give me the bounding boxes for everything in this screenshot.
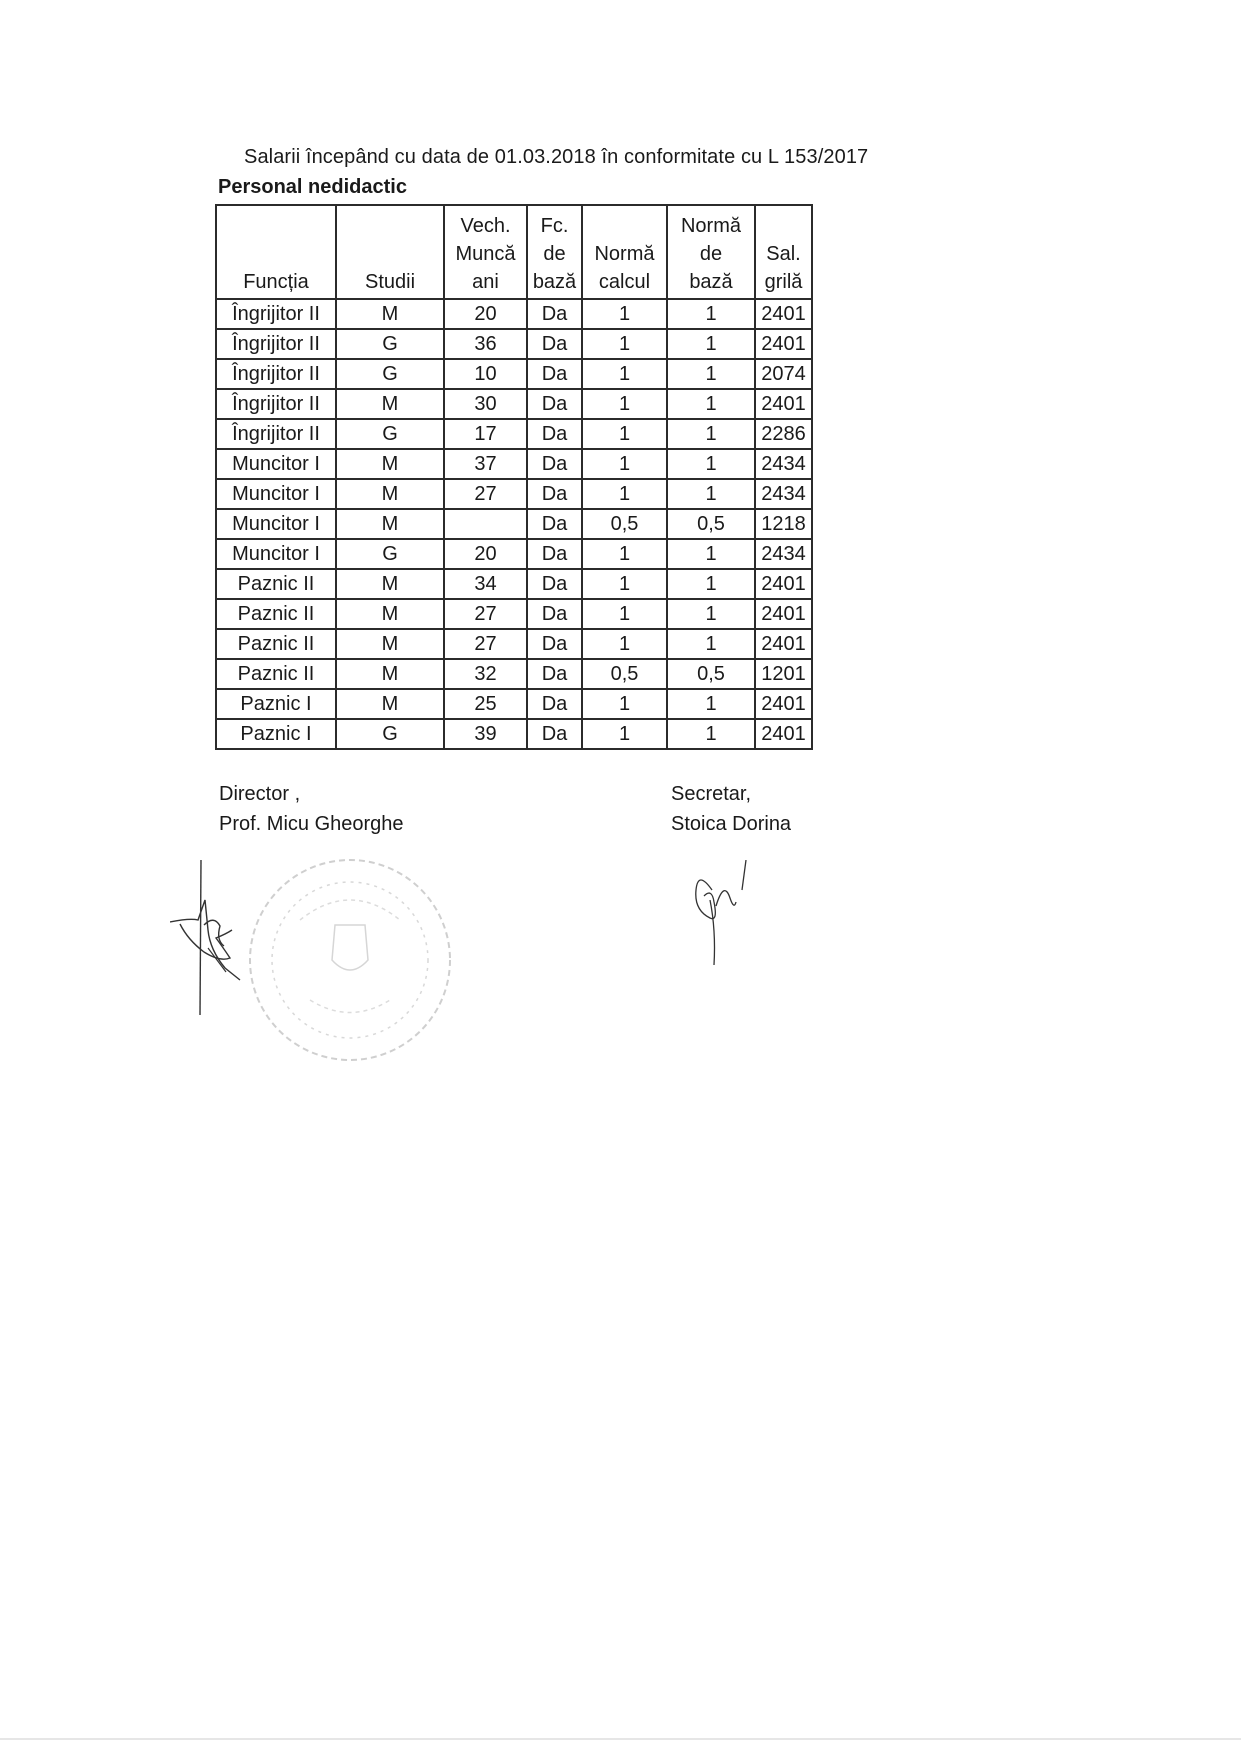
cell-functia: Îngrijitor II — [216, 389, 336, 419]
cell-vechime: 17 — [444, 419, 527, 449]
cell-sal-grila: 1201 — [755, 659, 812, 689]
cell-functia: Muncitor I — [216, 539, 336, 569]
cell-norma-calcul: 1 — [582, 299, 667, 329]
cell-fc-baza: Da — [527, 479, 582, 509]
cell-norma-baza: 1 — [667, 539, 755, 569]
cell-functia: Muncitor I — [216, 479, 336, 509]
section-heading: Personal nedidactic — [218, 176, 407, 198]
cell-studii: G — [336, 329, 444, 359]
header-line: Normă — [594, 243, 655, 265]
cell-norma-calcul: 1 — [582, 629, 667, 659]
cell-sal-grila: 1218 — [755, 509, 812, 539]
cell-fc-baza: Da — [527, 449, 582, 479]
cell-fc-baza: Da — [527, 719, 582, 749]
cell-sal-grila: 2074 — [755, 359, 812, 389]
cell-sal-grila: 2401 — [755, 719, 812, 749]
cell-vechime: 39 — [444, 719, 527, 749]
cell-norma-baza: 1 — [667, 329, 755, 359]
cell-functia: Paznic II — [216, 659, 336, 689]
cell-norma-calcul: 1 — [582, 329, 667, 359]
cell-norma-baza: 1 — [667, 599, 755, 629]
cell-functia: Paznic II — [216, 569, 336, 599]
cell-norma-baza: 0,5 — [667, 509, 755, 539]
cell-norma-calcul: 1 — [582, 359, 667, 389]
cell-norma-calcul: 1 — [582, 599, 667, 629]
table-row — [216, 359, 812, 389]
cell-functia: Muncitor I — [216, 449, 336, 479]
cell-norma-calcul: 1 — [582, 689, 667, 719]
cell-sal-grila: 2401 — [755, 389, 812, 419]
cell-sal-grila: 2434 — [755, 539, 812, 569]
cell-vechime: 37 — [444, 449, 527, 479]
cell-studii: M — [336, 449, 444, 479]
table-row — [216, 389, 812, 419]
cell-sal-grila: 2401 — [755, 569, 812, 599]
cell-fc-baza: Da — [527, 509, 582, 539]
cell-vechime: 32 — [444, 659, 527, 689]
header-norma-calcul — [582, 205, 667, 299]
header-functia — [216, 205, 336, 299]
cell-fc-baza: Da — [527, 329, 582, 359]
header-fc-baza — [527, 205, 582, 299]
cell-fc-baza: Da — [527, 359, 582, 389]
cell-studii: M — [336, 479, 444, 509]
table-header-row — [216, 205, 812, 299]
director-name: Prof. Micu Gheorghe — [219, 813, 404, 835]
cell-norma-calcul: 1 — [582, 569, 667, 599]
header-line: calcul — [598, 271, 651, 293]
cell-vechime — [444, 509, 527, 539]
cell-fc-baza: Da — [527, 539, 582, 569]
cell-vechime: 27 — [444, 599, 527, 629]
cell-studii: M — [336, 659, 444, 689]
cell-fc-baza: Da — [527, 419, 582, 449]
cell-vechime: 20 — [444, 299, 527, 329]
table-row — [216, 659, 812, 689]
cell-functia: Paznic I — [216, 719, 336, 749]
cell-norma-calcul: 0,5 — [582, 659, 667, 689]
cell-sal-grila: 2401 — [755, 299, 812, 329]
cell-sal-grila: 2401 — [755, 689, 812, 719]
cell-norma-calcul: 1 — [582, 419, 667, 449]
cell-functia: Îngrijitor II — [216, 359, 336, 389]
cell-vechime: 34 — [444, 569, 527, 599]
cell-norma-baza: 1 — [667, 689, 755, 719]
header-line: de — [699, 243, 723, 265]
cell-vechime: 27 — [444, 629, 527, 659]
cell-norma-calcul: 1 — [582, 479, 667, 509]
cell-functia: Muncitor I — [216, 509, 336, 539]
header-line: grilă — [764, 271, 803, 293]
table-row — [216, 629, 812, 659]
cell-functia: Îngrijitor II — [216, 329, 336, 359]
cell-fc-baza: Da — [527, 689, 582, 719]
cell-functia: Îngrijitor II — [216, 419, 336, 449]
cell-norma-baza: 1 — [667, 449, 755, 479]
cell-fc-baza: Da — [527, 659, 582, 689]
header-line: Vech. — [460, 215, 511, 237]
header-studii — [336, 205, 444, 299]
cell-norma-calcul: 1 — [582, 539, 667, 569]
director-role: Director , — [219, 783, 301, 805]
cell-norma-calcul: 1 — [582, 719, 667, 749]
cell-studii: M — [336, 389, 444, 419]
cell-studii: M — [336, 569, 444, 599]
header-line: de — [543, 243, 566, 265]
cell-functia: Îngrijitor II — [216, 299, 336, 329]
cell-fc-baza: Da — [527, 569, 582, 599]
cell-norma-baza: 1 — [667, 419, 755, 449]
cell-vechime: 36 — [444, 329, 527, 359]
cell-norma-baza: 1 — [667, 479, 755, 509]
header-line: Muncă — [455, 243, 516, 265]
cell-studii: M — [336, 599, 444, 629]
secretary-signature-icon — [690, 860, 770, 970]
header-norma-baza — [667, 205, 755, 299]
table-row — [216, 509, 812, 539]
table-row — [216, 569, 812, 599]
cell-fc-baza: Da — [527, 299, 582, 329]
cell-norma-baza: 1 — [667, 359, 755, 389]
secretary-role: Secretar, — [671, 783, 752, 805]
cell-studii: G — [336, 539, 444, 569]
cell-functia: Paznic II — [216, 599, 336, 629]
cell-norma-baza: 1 — [667, 569, 755, 599]
table-row — [216, 419, 812, 449]
table-row — [216, 329, 812, 359]
cell-norma-calcul: 0,5 — [582, 509, 667, 539]
cell-studii: M — [336, 509, 444, 539]
cell-studii: G — [336, 719, 444, 749]
cell-vechime: 30 — [444, 389, 527, 419]
table-row — [216, 299, 812, 329]
cell-functia: Paznic I — [216, 689, 336, 719]
cell-sal-grila: 2434 — [755, 449, 812, 479]
cell-fc-baza: Da — [527, 629, 582, 659]
header-line: bază — [689, 271, 733, 293]
header-line: Studii — [364, 271, 416, 293]
cell-studii: M — [336, 299, 444, 329]
cell-studii: G — [336, 419, 444, 449]
cell-sal-grila: 2286 — [755, 419, 812, 449]
cell-fc-baza: Da — [527, 389, 582, 419]
table-row — [216, 719, 812, 749]
cell-norma-baza: 1 — [667, 299, 755, 329]
salary-table — [215, 204, 813, 750]
cell-vechime: 27 — [444, 479, 527, 509]
header-line: Normă — [680, 215, 741, 237]
secretary-name: Stoica Dorina — [671, 813, 792, 835]
cell-norma-calcul: 1 — [582, 449, 667, 479]
table-row — [216, 449, 812, 479]
cell-studii: M — [336, 689, 444, 719]
header-line: ani — [472, 271, 499, 293]
scan-edge-divider — [0, 1738, 1241, 1740]
header-sal-grila — [755, 205, 812, 299]
header-line: Funcția — [243, 271, 309, 293]
cell-studii: M — [336, 629, 444, 659]
cell-sal-grila: 2401 — [755, 329, 812, 359]
director-signature-icon — [170, 860, 280, 1020]
document-title: Salarii începând cu data de 01.03.2018 în conformitate cu L 153/2017 — [244, 146, 869, 168]
header-line: Sal. — [766, 243, 801, 265]
cell-norma-baza: 1 — [667, 629, 755, 659]
table-row — [216, 689, 812, 719]
cell-norma-baza: 1 — [667, 719, 755, 749]
cell-norma-baza: 0,5 — [667, 659, 755, 689]
cell-sal-grila: 2434 — [755, 479, 812, 509]
cell-sal-grila: 2401 — [755, 599, 812, 629]
cell-fc-baza: Da — [527, 599, 582, 629]
header-vechime — [444, 205, 527, 299]
cell-vechime: 25 — [444, 689, 527, 719]
table-row — [216, 539, 812, 569]
header-line: bază — [532, 271, 577, 293]
table-row — [216, 599, 812, 629]
cell-sal-grila: 2401 — [755, 629, 812, 659]
cell-vechime: 20 — [444, 539, 527, 569]
cell-studii: G — [336, 359, 444, 389]
cell-norma-calcul: 1 — [582, 389, 667, 419]
table-row — [216, 479, 812, 509]
cell-functia: Paznic II — [216, 629, 336, 659]
cell-vechime: 10 — [444, 359, 527, 389]
cell-norma-baza: 1 — [667, 389, 755, 419]
header-line: Fc. — [540, 215, 569, 237]
